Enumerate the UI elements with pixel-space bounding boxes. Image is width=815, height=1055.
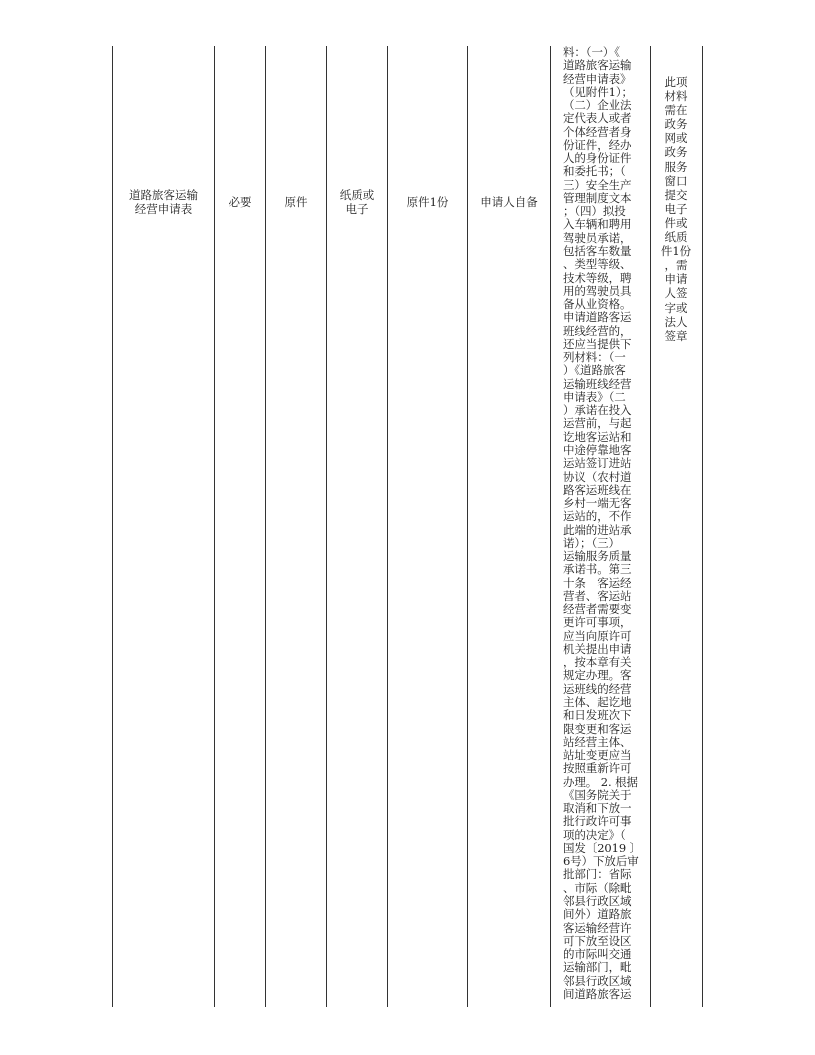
remark-line: 提交 [664,187,688,202]
remark-line: ，需 [664,258,688,273]
legal-basis-line: 办理。 2. 根据 [563,774,638,789]
legal-basis-line: 乡村一端无客 [563,496,632,511]
media-line: 电子 [345,202,369,216]
media-cell [327,188,387,216]
legal-basis-line: 间道路旅客运 [563,986,632,1001]
legal-basis-line: 班线经营的， [563,323,632,338]
legal-basis-line: 份证件，经办 [563,137,632,152]
remark-line: 件1份 [660,244,692,259]
legal-basis-line: 批部门：省际 [563,867,632,882]
remark-line: 字或 [664,300,688,315]
remark-line: 申请 [664,272,688,287]
remark-line: 电子 [664,201,688,216]
legal-basis-line: 应当向原许可 [563,628,632,643]
legal-basis-line: 运站的，不作 [563,509,632,524]
legal-basis-line: 承诺书。第三 [563,562,632,577]
legal-basis-line: 入车辆和聘用 [563,217,632,232]
legal-basis-line: 邻县行政区域 [563,973,632,988]
column-divider-4 [387,46,388,1007]
remark-line: 需在 [664,103,688,118]
legal-basis-line: 限变更和客运 [563,721,632,736]
legal-basis-line: 6号）下放后审 [563,854,639,869]
remark-line: 窗口 [664,173,688,188]
legal-basis-line: 此端的进站承 [563,522,632,537]
legal-basis-line: 运站签订进站 [563,456,632,471]
legal-basis-line: 定代表人或者 [563,111,632,126]
legal-basis-line: 申请道路客运 [563,310,632,325]
legal-basis-line: 和日发班次下 [563,708,632,723]
legal-basis-line: 诺）；（三） [563,535,620,550]
legal-basis-line: 运班线的经营 [563,681,632,696]
legal-basis-line: ，按本章有关 [563,655,632,670]
legal-basis-line: 运输部门，毗 [563,960,632,975]
material-name-line: 道路旅客运输 [129,188,198,202]
legal-basis-line: 料：（一）《 [563,45,620,59]
legal-basis-line: （二）企业法 [563,98,632,113]
legal-basis-line: 运营前，与起 [563,416,632,431]
legal-basis-line: 技术等级，聘 [563,270,632,285]
legal-basis-line: 用的驾驶员具 [563,283,632,298]
legal-basis-line: 取消和下放一 [563,801,632,816]
legal-basis-line: 十条 客运经 [563,575,632,590]
source-value: 申请人自备 [480,195,538,209]
legal-basis-line: 管理制度文本 [563,190,632,205]
legal-basis-line: 道路旅客运输 [563,58,632,73]
legal-basis-line: 的市际叫交通 [563,947,632,962]
legal-basis-cell [563,46,641,1001]
legal-basis-line: 《国务院关于 [563,787,632,802]
legal-basis-line: 和委托书；（ [563,164,626,179]
legal-basis-line: 讫地客运站和 [563,429,632,444]
legal-basis-line: 项的决定》（ [563,827,626,842]
legal-basis-line: 包括客车数量 [563,243,632,258]
legal-basis-line: 客运输经营许 [563,920,632,935]
legal-basis-line: 站址变更应当 [563,748,632,763]
necessity-value: 必要 [228,195,252,209]
copies-cell [388,195,467,209]
legal-basis-line: 、类型等级、 [563,257,632,272]
legal-basis-line: 中途停靠地客 [563,442,632,457]
legal-basis-line: 申请表》（二 [563,389,626,404]
legal-basis-line: 备从业资格。 [563,297,632,312]
legal-basis-line: 三）安全生产 [563,177,632,192]
media-line: 纸质或 [339,188,375,202]
legal-basis-line: 国发〔2019 〕 [563,840,642,855]
necessity-cell [215,195,265,209]
copies-value: 原件1份 [406,195,449,209]
legal-basis-line: 按照重新许可 [563,761,632,776]
legal-basis-line: 批行政许可事 [563,814,632,829]
remark-line: 人签 [664,286,688,301]
legal-basis-line: （见附件1）； [563,84,633,99]
remark-line: 件或 [664,215,688,230]
legal-basis-line: ）《道路旅客 [563,363,626,378]
material-name-cell [113,188,214,216]
original-copy-cell [266,195,326,209]
remark-line: 网或 [664,131,688,146]
legal-basis-line: 营者、客运站 [563,588,632,603]
legal-basis-line: 经营申请表》 [563,71,632,86]
material-name-line: 经营申请表 [134,202,193,216]
remark-cell [656,75,696,343]
legal-basis-line: 机关提出申请 [563,641,632,656]
remark-line: 政务 [664,145,688,160]
legal-basis-line: 列材料：（一 [563,350,626,365]
legal-basis-line: 间外）道路旅 [563,907,632,922]
remark-line: 此项 [664,75,688,89]
remark-line: 法人 [664,314,688,329]
legal-basis-line: 邻县行政区域 [563,894,632,908]
column-divider-7 [650,46,651,1007]
legal-basis-line: ）承诺在投入 [563,403,632,418]
remark-line: 服务 [664,159,688,174]
column-divider-1 [214,46,215,1007]
legal-basis-line: 协议（农村道 [563,469,632,484]
legal-basis-line: 规定办理。客 [563,668,632,683]
legal-basis-line: 更许可事项， [563,615,632,630]
column-divider-6 [550,46,551,1007]
legal-basis-line: ；（四）拟投 [563,204,626,219]
column-divider-2 [265,46,266,1007]
legal-basis-line: 驾驶员承诺， [563,230,632,245]
legal-basis-line: 运输班线经营 [563,376,632,391]
legal-basis-line: 站经营主体、 [563,734,632,749]
legal-basis-line: 主体、起讫地 [563,695,632,710]
remark-line: 政务 [664,117,688,132]
original-copy-value: 原件 [284,195,308,209]
legal-basis-line: 、市际（除毗 [563,880,632,895]
remark-line: 签章 [664,328,688,343]
legal-basis-line: 人的身份证件 [563,151,632,166]
legal-basis-line: 个体经营者身 [563,124,632,139]
remark-line: 纸质 [664,230,688,245]
column-divider-5 [467,46,468,1007]
remark-line: 材料 [664,89,688,104]
legal-basis-line: 还应当提供下 [563,336,632,351]
legal-basis-line: 路客运班线在 [563,482,632,497]
legal-basis-line: 可下放至设区 [563,933,632,948]
source-cell [468,195,550,209]
table-border-right [702,46,703,1007]
legal-basis-line: 经营者需要变 [563,602,632,617]
legal-basis-line: 运输服务质量 [563,549,632,564]
